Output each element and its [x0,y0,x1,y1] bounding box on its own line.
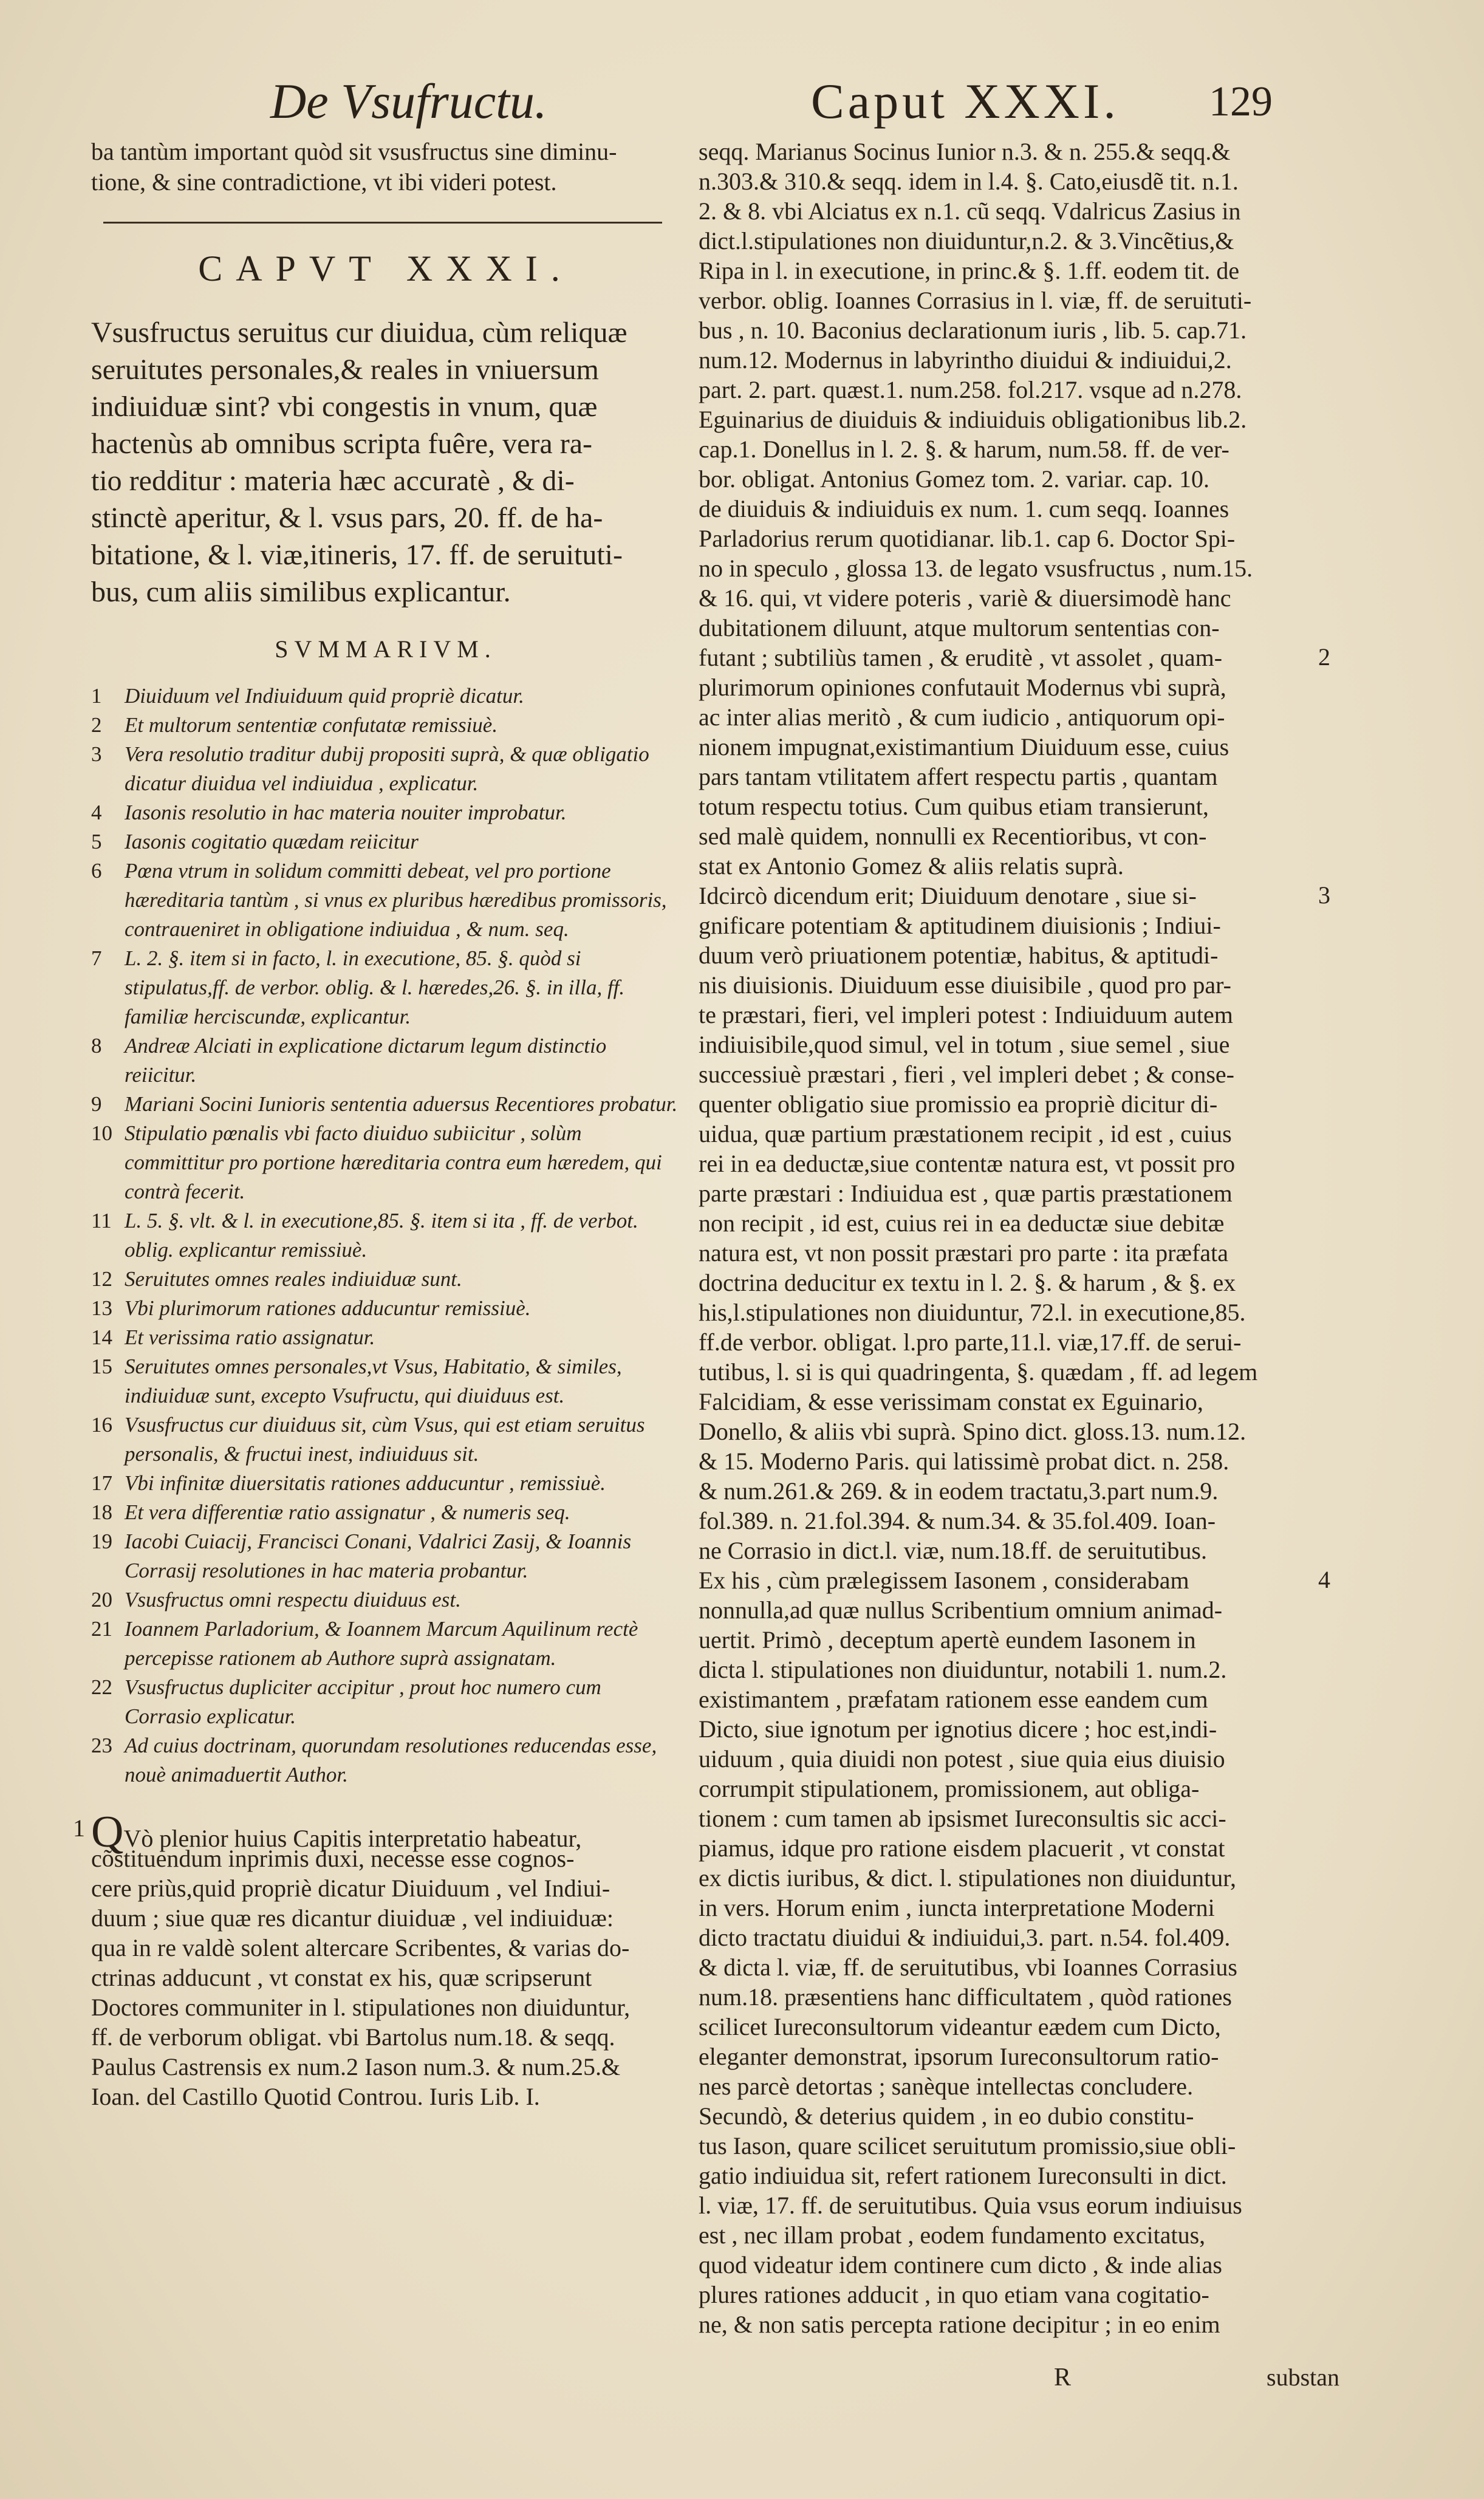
chapter-title: CAPVT XXXI. [198,248,573,289]
text-line: bus , n. 10. Baconius declarationum iuris , lib. 5. cap.71. [699,316,1247,344]
summary-item [91,740,680,798]
text-line: bitatione, & l. viæ,itineris, 17. ff. de seruituti- [91,539,623,571]
text-line: tio redditur : materia hæc accuratè , & di- [91,465,575,497]
text-line: Vsusfructus seruitus cur diuidua, cùm reliquæ [91,316,627,349]
summary-number: 20 [91,1588,112,1612]
text-line: Secundò, & deterius quidem , in eo dubio constitu- [699,2102,1194,2130]
summary-text: Vsusfructus cur diuiduus sit, cùm Vsus, qui est etiam seruitus personalis, & fructui inest, indiuiduus sit. [125,1413,645,1466]
summary-number: 11 [91,1209,112,1232]
text-line: ff.de verbor. obligat. l.pro parte,11.l. viæ,17.ff. de serui- [699,1328,1242,1356]
summary-number: 5 [91,830,102,853]
summary-number: 16 [91,1413,112,1437]
text-line: fol.389. n. 21.fol.394. & num.34. & 35.fol.409. Ioan- [699,1507,1216,1534]
text-line: bor. obligat. Antonius Gomez tom. 2. variar. cap. 10. [699,465,1209,493]
text-line: ctrinas adducunt , vt constat ex his, quæ scripserunt [91,1964,592,1991]
text-line: tutibus, l. si is qui quadringenta, §. quædam , ff. ad legem [699,1358,1258,1386]
text-line: scilicet Iureconsultorum videantur eædem cum Dicto, [699,2013,1221,2040]
left-column [73,137,680,2111]
text-line [91,1807,680,1857]
summary-text: Vbi plurimorum rationes adducuntur remissiuè. [125,1296,531,1320]
text-line: seqq. Marianus Socinus Iunior n.3. & n. 255.& seqq.& [699,138,1231,165]
summary-text: Vsusfructus omni respectu diuiduus est. [125,1588,461,1612]
text-line: hactenùs ab omnibus scripta fuêre, vera ra- [91,428,592,460]
text-line: dict.l.stipulationes non diuiduntur,n.2. & 3.Vincẽtius,& [699,227,1234,255]
text-line: Eguinarius de diuiduis & indiuiduis obligationibus lib.2. [699,406,1247,433]
text-line: seruitutes personales,& reales in vniuersum [91,354,599,386]
text-line: doctrina deducitur ex textu in l. 2. §. & harum , & §. ex [699,1269,1236,1296]
text-line: Donello, & aliis vbi suprà. Spino dict. gloss.13. num.12. [699,1418,1246,1445]
text-line: tionem : cum tamen ab ipsismet Iureconsultis sic acci- [699,1805,1226,1832]
text-line: Dicto, siue ignotum per ignotius dicere ; hoc est,indi- [699,1715,1217,1743]
text-line: part. 2. part. quæst.1. num.258. fol.217. vsque ad n.278. [699,376,1242,403]
section-rule [103,222,662,224]
summary-number: 2 [91,713,102,737]
summary-number: 15 [91,1355,112,1378]
left-body-text [73,1807,680,2111]
text-line: sed malè quidem, nonnulli ex Recentioribus, vt con- [699,822,1207,850]
summary-item [91,1090,680,1119]
text-line: verbor. oblig. Ioannes Corrasius in l. viæ, ff. de seruituti- [699,287,1252,314]
text-line: eleganter demonstrat, ipsorum Iureconsultorum ratio- [699,2043,1219,2070]
text-line: dubitationem diluunt, atque multorum sententias con- [699,614,1220,641]
text-line: & num.261.& 269. & in eodem tractatu,3.part num.9. [699,1477,1219,1505]
summary-item [91,1119,680,1206]
text-line: non recipit , id est, cuius rei in ea deductæ siue debitæ [699,1209,1225,1237]
summary-item [91,1673,680,1731]
running-head [0,73,1484,140]
text-line: uidua, quæ partium præstationem recipit , id est , cuius [699,1120,1232,1147]
summary-text: L. 2. §. item si in facto, l. in executione, 85. §. quòd si stipulatus,ff. de verbor. oblig. & l. hæredes,26. §. in illa, ff. familiæ herciscundæ, explicantur. [125,946,625,1028]
summary-number: 3 [91,742,102,766]
text-line: quod videatur idem continere cum dicto , & inde alias [699,2251,1222,2278]
summary-text: Seruitutes omnes reales indiuiduæ sunt. [125,1267,462,1291]
text-line: rei in ea deductæ,siue contentæ natura est, vt possit pro [699,1150,1236,1177]
summary-text: Stipulatio pœnalis vbi facto diuiduo subiicitur , solùm committitur pro portione hæreditaria contra eum hæredem, qui contrà fecerit. [125,1121,662,1203]
text-line: duum verò priuationem potentiæ, habitus, & aptitudi- [699,942,1219,969]
text-line: dicta l. stipulationes non diuiduntur, notabili 1. num.2. [699,1656,1227,1683]
summary-item [91,1206,680,1265]
text-line: in vers. Horum enim , iuncta interpretatione Moderni [699,1894,1215,1921]
text-line: & 16. qui, vt videre poteris , variè & diuersimodè hanc [699,584,1231,612]
left-top-lines [91,137,680,197]
text-line: cap.1. Donellus in l. 2. §. & harum, num.58. ff. de ver- [699,436,1229,463]
summary-item [91,711,680,740]
text-line: num.12. Modernus in labyrintho diuidui & indiuidui,2. [699,346,1232,374]
summary-text: L. 5. §. vlt. & l. in executione,85. §. item si ita , ff. de verbot. oblig. explicantur remissiuè. [125,1209,638,1262]
summary-item [91,1527,680,1585]
summary-item [91,827,680,856]
summary-item [91,1615,680,1673]
text-line: plures rationes adducit , in quo etiam vana cogitatio- [699,2281,1209,2308]
text-line: bus, cum aliis similibus explicantur. [91,576,511,608]
text-span: Vò plenior huius Capitis interpretatio habeatur, [123,1825,582,1852]
summary-item [91,1731,680,1790]
summary-number: 6 [91,859,102,883]
summary-item [91,1352,680,1410]
summary-text: Vera resolutio traditur dubij propositi suprà, & quæ obligatio dicatur diuidua vel indiuidua , explicatur. [125,742,649,795]
text-line: de diuiduis & indiuiduis ex num. 1. cum seqq. Ioannes [699,495,1229,522]
text-line: stat ex Antonio Gomez & aliis relatis suprà. [699,852,1124,880]
summary-text: Ad cuius doctrinam, quorundam resolutiones reducendas esse, nouè animaduertit Author. [125,1734,657,1786]
summary-number: 17 [91,1471,112,1495]
summary-text: Vbi infinitæ diuersitatis rationes adducuntur , remissiuè. [125,1471,606,1495]
text-line: Paulus Castrensis ex num.2 Iason num.3. & num.25.& [91,2053,621,2080]
running-head-title: De Vsufructu. [270,74,547,129]
text-line: nes parcè detortas ; sanèque intellectas concludere. [699,2073,1194,2100]
text-line: est , nec illam probat , eodem fundamento excitatus, [699,2221,1206,2249]
text-line: Ripa in l. in executione, in princ.& §. 1.ff. eodem tit. de [699,257,1240,284]
summary-item [91,798,680,827]
summary-text: Vsusfructus dupliciter accipitur , prout hoc numero cum Corrasio explicatur. [125,1675,601,1728]
margin-number: 1 [73,1814,85,1842]
text-line: stinctè aperitur, & l. vsus pars, 20. ff. de ha- [91,502,603,534]
summary-item [91,1323,680,1352]
summary-text: Et vera differentiæ ratio assignatur , & numeris seq. [125,1500,570,1524]
text-line: 2. & 8. vbi Alciatus ex n.1. cũ seqq. Vdalricus Zasius in [699,197,1241,225]
summary-item [91,1265,680,1294]
text-line: corrumpit stipulationem, promissionem, aut obliga- [699,1775,1200,1802]
text-line: existimantem , præfatam rationem esse eandem cum [699,1686,1208,1713]
summary-text: Iacobi Cuiacij, Francisci Conani, Vdalrici Zasij, & Ioannis Corrasij resolutiones in hac materia probantur. [125,1530,632,1582]
summary-item [91,944,680,1031]
summary-number: 22 [91,1675,112,1699]
drop-cap: Q [91,1807,124,1857]
text-line: gnificare potentiam & aptitudinem diuisionis ; Indiui- [699,912,1221,939]
summary-text: Et verissima ratio assignatur. [125,1325,375,1349]
summary-number: 18 [91,1500,112,1524]
summary-item [91,1410,680,1469]
text-line: Ioan. del Castillo Quotid Controu. Iuris Lib. I. [91,2083,540,2110]
text-line: futant ; subtiliùs tamen , & eruditè , vt assolet , quam- [699,644,1223,671]
text-line: cere priùs,quid propriè dicatur Diuiduum , vel Indiui- [91,1875,610,1902]
summary-number: 7 [91,946,102,970]
text-line: Parladorius rerum quotidianar. lib.1. cap 6. Doctor Spi- [699,525,1236,552]
text-line: ne, & non satis percepta ratione decipitur ; in eo enim [699,2311,1220,2338]
text-line: ba tantùm important quòd sit vsusfructus sine diminu- [91,138,617,165]
text-line: gatio indiuidua sit, refert rationem Iureconsulti in dict. [699,2162,1227,2189]
text-line: Idcircò dicendum erit; Diuiduum denotare , siue si- [699,882,1197,909]
summary-list [91,682,680,1790]
right-column [699,137,1330,2339]
summary-number: 1 [91,684,102,708]
text-line: ex dictis iuribus, & dict. l. stipulationes non diuiduntur, [699,1864,1236,1892]
text-line: l. viæ, 17. ff. de seruitutibus. Quia vsus eorum indiuisus [699,2192,1242,2219]
text-line: his,l.stipulationes non diuiduntur, 72.l. in executione,85. [699,1299,1246,1326]
summary-number: 13 [91,1296,112,1320]
summary-item [91,1469,680,1498]
margin-number: 2 [1318,643,1330,671]
text-line: indiuiduæ sint? vbi congestis in vnum, quæ [91,391,598,423]
text-line: totum respectu totius. Cum quibus etiam transierunt, [699,793,1209,820]
summary-number: 14 [91,1325,112,1349]
text-line: ac inter alias meritò , & cum iudicio , antiquorum opi- [699,703,1225,731]
summary-item [91,1585,680,1615]
summary-number: 10 [91,1121,112,1145]
text-line: quenter obligatio siue promissio ea propriè dicitur di- [699,1090,1218,1118]
summary-text: Iasonis cogitatio quædam reiicitur [125,830,419,853]
summary-title: SVMMARIVM. [275,635,497,663]
text-line: plurimorum opiniones confutauit Modernus vbi suprà, [699,674,1226,701]
text-line: parte præstari : Indiuidua est , quæ partis præstationem [699,1180,1233,1207]
summary-number: 23 [91,1734,112,1757]
catchword: substan [1267,2364,1339,2391]
signature-mark: R [1054,2364,1072,2391]
summary-number: 4 [91,801,102,824]
text-line: te præstari, fieri, vel impleri potest : Indiuiduum autem [699,1001,1233,1028]
text-line: duum ; siue quæ res dicantur diuiduæ , vel indiuiduæ: [91,1904,614,1932]
summary-text: Seruitutes omnes personales,vt Vsus, Habitatio, & similes, indiuiduæ sunt, excepto Vsufructu, qui diuiduus est. [125,1355,622,1407]
text-line: ne Corrasio in dict.l. viæ, num.18.ff. de seruitutibus. [699,1537,1207,1564]
text-line: & dicta l. viæ, ff. de seruitutibus, vbi Ioannes Corrasius [699,1954,1237,1981]
running-head-chapter: Caput XXXI. [811,74,1120,129]
text-line: tus Iason, quare scilicet seruitutum promissio,siue obli- [699,2132,1236,2159]
summary-text: Ioannem Parladorium, & Ioannem Marcum Aquilinum rectè percepisse rationem ab Authore suprà assignatam. [125,1617,638,1670]
text-line: nonnulla,ad quæ nullus Scribentium omnium animad- [699,1596,1223,1624]
text-line: nis diuisionis. Diuiduum esse diuisibile , quod pro par- [699,971,1231,999]
summary-text: Pœna vtrum in solidum committi debeat, vel pro portione hæreditaria tantùm , si vnus ex pluribus hæredibus promissoris, contraueniret in obligatione indiuidua , & num. seq. [125,859,667,941]
page-number: 129 [1209,78,1273,125]
margin-number: 3 [1318,881,1330,909]
chapter-argument [91,314,680,610]
summary-number: 12 [91,1267,112,1291]
right-body-text [699,137,1330,2339]
text-line: n.303.& 310.& seqq. idem in l.4. §. Cato,eiusdẽ tit. n.1. [699,168,1239,195]
text-line: nionem impugnat,existimantium Diuiduum esse, cuius [699,733,1229,761]
text-line: cõstituendum inprimis duxi, necesse esse cognos- [91,1845,575,1872]
summary-number: 9 [91,1092,102,1116]
text-line: indiuisibile,quod simul, vel in totum , siue semel , siue [699,1031,1230,1058]
summary-text: Diuiduum vel Indiuiduum quid propriè dicatur. [125,684,524,708]
summary-item [91,1031,680,1090]
text-line: tione, & sine contradictione, vt ibi videri potest. [91,168,557,196]
summary-item [91,856,680,944]
summary-item [91,682,680,711]
text-line: & 15. Moderno Paris. qui latissimè probat dict. n. 258. [699,1448,1229,1475]
summary-number: 21 [91,1617,112,1641]
summary-number: 19 [91,1530,112,1553]
summary-item [91,1294,680,1323]
text-line: num.18. præsentiens hanc difficultatem , quòd rationes [699,1983,1232,2011]
text-line: successiuè præstari , fieri , vel impleri debet ; & conse- [699,1061,1234,1088]
margin-number: 4 [1318,1566,1330,1593]
text-line: uertit. Primò , deceptum apertè eundem Iasonem in [699,1626,1196,1653]
summary-number: 8 [91,1034,102,1058]
text-line: Doctores communiter in l. stipulationes non diuiduntur, [91,1994,631,2021]
summary-text: Iasonis resolutio in hac materia nouiter improbatur. [125,801,567,824]
text-line: natura est, vt non possit præstari pro parte : ita præfata [699,1239,1229,1267]
text-line: no in speculo , glossa 13. de legato vsusfructus , num.15. [699,555,1253,582]
text-line: dicto tractatu diuidui & indiuidui,3. part. n.54. fol.409. [699,1924,1231,1951]
summary-text: Andreæ Alciati in explicatione dictarum legum distinctio reiicitur. [125,1034,607,1087]
text-line: uiduum , quia diuidi non potest , siue quia eius diuisio [699,1745,1225,1773]
text-line: ff. de verborum obligat. vbi Bartolus num.18. & seqq. [91,2023,615,2051]
text-line: piamus, idque pro ratione eisdem placuerit , vt constat [699,1834,1225,1862]
text-line: Falcidiam, & esse verissimam constat ex Eguinario, [699,1388,1203,1415]
text-line: pars tantam vtilitatem affert respectu partis , quantam [699,763,1218,790]
text-line: Ex his , cùm prælegissem Iasonem , considerabam [699,1567,1189,1594]
text-line: qua in re valdè solent altercare Scribentes, & varias do- [91,1934,630,1961]
summary-text: Mariani Socini Iunioris sententia aduersus Recentiores probatur. [125,1092,678,1116]
summary-item [91,1498,680,1527]
summary-text: Et multorum sententiæ confutatæ remissiuè. [125,713,498,737]
